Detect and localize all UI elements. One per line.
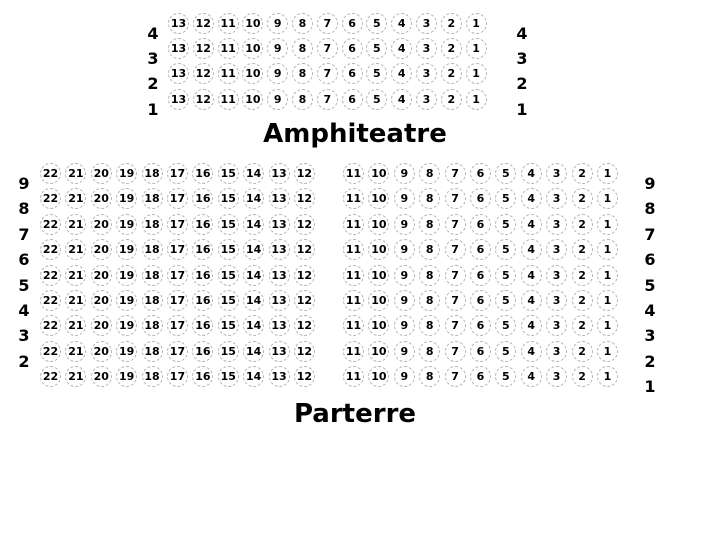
- seat-row: [40, 163, 315, 184]
- seat[interactable]: 2: [572, 214, 593, 235]
- seat[interactable]: 11: [218, 89, 239, 110]
- seat[interactable]: 10: [368, 214, 389, 235]
- seat[interactable]: 14: [243, 315, 264, 336]
- seat[interactable]: 4: [521, 239, 542, 260]
- seat-row: [40, 239, 315, 260]
- seat[interactable]: 16: [192, 265, 213, 286]
- row-label: 7: [18, 224, 30, 244]
- seat[interactable]: 21: [65, 188, 86, 209]
- seat[interactable]: 22: [40, 341, 61, 362]
- seat[interactable]: 18: [142, 239, 163, 260]
- seat[interactable]: 11: [343, 163, 364, 184]
- seat[interactable]: 10: [368, 290, 389, 311]
- seat[interactable]: 2: [572, 366, 593, 387]
- seat[interactable]: 6: [470, 265, 491, 286]
- seat[interactable]: 1: [597, 163, 618, 184]
- seat[interactable]: 8: [292, 13, 313, 34]
- row-label: 9: [644, 174, 656, 193]
- seat[interactable]: 7: [445, 188, 466, 209]
- seat[interactable]: 10: [368, 315, 389, 336]
- seat[interactable]: 10: [368, 188, 389, 209]
- seat[interactable]: 15: [218, 265, 239, 286]
- row-label: 5: [18, 275, 30, 295]
- seat[interactable]: 11: [343, 239, 364, 260]
- seat[interactable]: 9: [394, 315, 415, 336]
- seat[interactable]: 2: [572, 163, 593, 184]
- row-label: 5: [644, 275, 656, 295]
- row-label: 7: [644, 224, 656, 244]
- seat[interactable]: 8: [419, 239, 440, 260]
- seat[interactable]: 11: [343, 188, 364, 209]
- seat[interactable]: 4: [521, 366, 542, 387]
- seat[interactable]: 19: [116, 239, 137, 260]
- seat[interactable]: 8: [292, 89, 313, 110]
- seat[interactable]: 11: [343, 290, 364, 311]
- seat[interactable]: 2: [572, 341, 593, 362]
- row-label: 4: [18, 301, 30, 320]
- seat[interactable]: 13: [168, 38, 189, 59]
- seat[interactable]: 15: [218, 290, 239, 311]
- seat[interactable]: 5: [366, 63, 387, 84]
- seat[interactable]: 3: [546, 366, 567, 387]
- seat[interactable]: 12: [294, 188, 315, 209]
- seat[interactable]: 20: [91, 366, 112, 387]
- seat[interactable]: 2: [441, 63, 462, 84]
- seat[interactable]: 17: [167, 290, 188, 311]
- seat[interactable]: 6: [470, 239, 491, 260]
- seat[interactable]: 8: [292, 63, 313, 84]
- seat[interactable]: 12: [193, 13, 214, 34]
- seat[interactable]: 11: [343, 341, 364, 362]
- seat[interactable]: 3: [416, 13, 437, 34]
- seat[interactable]: 2: [572, 290, 593, 311]
- seat[interactable]: 3: [546, 265, 567, 286]
- seat[interactable]: 10: [242, 89, 263, 110]
- seat[interactable]: 1: [597, 188, 618, 209]
- seat[interactable]: 18: [142, 188, 163, 209]
- seat[interactable]: 15: [218, 239, 239, 260]
- seat[interactable]: 4: [521, 315, 542, 336]
- seat-row: [40, 290, 315, 311]
- seat[interactable]: 1: [466, 63, 487, 84]
- seat[interactable]: 3: [546, 188, 567, 209]
- seat[interactable]: 5: [495, 265, 516, 286]
- seat[interactable]: 11: [343, 366, 364, 387]
- seat[interactable]: 13: [269, 265, 290, 286]
- seat[interactable]: 16: [192, 290, 213, 311]
- seat[interactable]: 9: [267, 63, 288, 84]
- seat[interactable]: 14: [243, 188, 264, 209]
- seat[interactable]: 13: [269, 366, 290, 387]
- seat[interactable]: 7: [317, 63, 338, 84]
- seat[interactable]: 17: [167, 366, 188, 387]
- seat[interactable]: 21: [65, 239, 86, 260]
- seat-row: [343, 239, 618, 260]
- seat[interactable]: 9: [267, 89, 288, 110]
- seat[interactable]: 8: [292, 38, 313, 59]
- seat[interactable]: 1: [597, 214, 618, 235]
- seat[interactable]: 4: [521, 265, 542, 286]
- seat[interactable]: 14: [243, 239, 264, 260]
- seat[interactable]: 4: [391, 89, 412, 110]
- seat-row: [343, 265, 618, 286]
- seat[interactable]: 22: [40, 315, 61, 336]
- seat[interactable]: 9: [394, 290, 415, 311]
- seat[interactable]: 6: [470, 341, 491, 362]
- seat[interactable]: 3: [416, 89, 437, 110]
- seat[interactable]: 19: [116, 366, 137, 387]
- seat[interactable]: 4: [521, 188, 542, 209]
- seat[interactable]: 7: [445, 290, 466, 311]
- seat[interactable]: 17: [167, 163, 188, 184]
- seat[interactable]: 5: [366, 38, 387, 59]
- seat[interactable]: 8: [419, 163, 440, 184]
- seat[interactable]: 17: [167, 315, 188, 336]
- seat-row: [40, 366, 315, 387]
- seat[interactable]: 9: [394, 188, 415, 209]
- row-label: 3: [18, 326, 30, 346]
- seat[interactable]: 11: [218, 13, 239, 34]
- seat[interactable]: 5: [495, 341, 516, 362]
- seat[interactable]: 20: [91, 290, 112, 311]
- seat[interactable]: 15: [218, 163, 239, 184]
- seat[interactable]: 18: [142, 341, 163, 362]
- seat[interactable]: 12: [294, 214, 315, 235]
- seat[interactable]: 5: [495, 163, 516, 184]
- seat[interactable]: 3: [546, 239, 567, 260]
- seat[interactable]: 5: [495, 366, 516, 387]
- seat[interactable]: 18: [142, 265, 163, 286]
- seat[interactable]: 19: [116, 341, 137, 362]
- seat[interactable]: 8: [419, 214, 440, 235]
- seat[interactable]: 7: [445, 315, 466, 336]
- seat[interactable]: 12: [193, 63, 214, 84]
- seat[interactable]: 4: [521, 290, 542, 311]
- seat-row: [168, 38, 487, 59]
- seat[interactable]: 4: [521, 214, 542, 235]
- seat[interactable]: 18: [142, 163, 163, 184]
- seat-row: [40, 188, 315, 209]
- seat[interactable]: 13: [269, 239, 290, 260]
- seat[interactable]: 5: [495, 188, 516, 209]
- seat[interactable]: 3: [546, 290, 567, 311]
- seat[interactable]: 10: [368, 366, 389, 387]
- seat[interactable]: 18: [142, 290, 163, 311]
- seat-row: [343, 341, 618, 362]
- seat[interactable]: 14: [243, 163, 264, 184]
- seat[interactable]: 16: [192, 366, 213, 387]
- seat[interactable]: 8: [419, 265, 440, 286]
- seat[interactable]: 4: [521, 341, 542, 362]
- row-label: 3: [644, 326, 656, 346]
- seat[interactable]: 1: [597, 315, 618, 336]
- seat[interactable]: 21: [65, 163, 86, 184]
- seat[interactable]: 6: [342, 63, 363, 84]
- seat-row: [343, 188, 618, 209]
- seat[interactable]: 9: [267, 13, 288, 34]
- seat[interactable]: 15: [218, 188, 239, 209]
- seat[interactable]: 3: [416, 63, 437, 84]
- seat[interactable]: 16: [192, 214, 213, 235]
- seat[interactable]: 13: [269, 290, 290, 311]
- seat-row: [168, 63, 487, 84]
- row-label: 8: [644, 199, 656, 219]
- seat[interactable]: 18: [142, 315, 163, 336]
- seat[interactable]: 2: [572, 188, 593, 209]
- seat[interactable]: 17: [167, 239, 188, 260]
- seat[interactable]: 17: [167, 188, 188, 209]
- seat[interactable]: 9: [267, 38, 288, 59]
- seat[interactable]: 1: [597, 341, 618, 362]
- seat[interactable]: 18: [142, 366, 163, 387]
- seat[interactable]: 22: [40, 265, 61, 286]
- seat[interactable]: 15: [218, 214, 239, 235]
- row-label: 3: [147, 49, 159, 69]
- seat[interactable]: 20: [91, 265, 112, 286]
- seat[interactable]: 4: [391, 63, 412, 84]
- parterre-title: Parterre: [293, 399, 417, 429]
- seat[interactable]: 7: [317, 13, 338, 34]
- seat[interactable]: 5: [495, 214, 516, 235]
- seat[interactable]: 13: [168, 13, 189, 34]
- seat[interactable]: 20: [91, 163, 112, 184]
- seat[interactable]: 1: [597, 290, 618, 311]
- seat[interactable]: 14: [243, 290, 264, 311]
- seat[interactable]: 6: [470, 163, 491, 184]
- seat[interactable]: 21: [65, 341, 86, 362]
- seat[interactable]: 15: [218, 341, 239, 362]
- seat[interactable]: 6: [342, 13, 363, 34]
- seat[interactable]: 9: [394, 265, 415, 286]
- seat[interactable]: 9: [394, 163, 415, 184]
- seat[interactable]: 6: [342, 38, 363, 59]
- seat[interactable]: 1: [466, 38, 487, 59]
- seat[interactable]: 1: [597, 265, 618, 286]
- seat[interactable]: 19: [116, 315, 137, 336]
- seat[interactable]: 12: [294, 341, 315, 362]
- seat[interactable]: 6: [470, 315, 491, 336]
- row-label: 4: [147, 24, 159, 43]
- seat[interactable]: 12: [193, 89, 214, 110]
- seat[interactable]: 7: [317, 89, 338, 110]
- seat-row: [168, 89, 487, 110]
- row-label: 2: [644, 351, 656, 371]
- seat[interactable]: 16: [192, 163, 213, 184]
- row-label: 2: [147, 74, 159, 94]
- seat[interactable]: 22: [40, 214, 61, 235]
- seat[interactable]: 14: [243, 341, 264, 362]
- seat[interactable]: 21: [65, 315, 86, 336]
- seat[interactable]: 6: [470, 366, 491, 387]
- row-label: 1: [147, 99, 159, 119]
- seat[interactable]: 9: [394, 239, 415, 260]
- row-label: 2: [18, 351, 30, 371]
- seat[interactable]: 2: [572, 239, 593, 260]
- seat[interactable]: 12: [294, 265, 315, 286]
- seat[interactable]: 3: [546, 341, 567, 362]
- seat[interactable]: 22: [40, 163, 61, 184]
- seat[interactable]: 3: [416, 38, 437, 59]
- seat-row: [343, 315, 618, 336]
- seat[interactable]: 8: [419, 290, 440, 311]
- seat[interactable]: 22: [40, 188, 61, 209]
- seat[interactable]: 7: [445, 239, 466, 260]
- seat[interactable]: 7: [445, 214, 466, 235]
- amphitheatre-title: Amphiteatre: [263, 119, 447, 149]
- seat-row: [168, 13, 487, 34]
- seat[interactable]: 22: [40, 290, 61, 311]
- seat[interactable]: 22: [40, 366, 61, 387]
- seat[interactable]: 1: [597, 239, 618, 260]
- seat-row: [343, 163, 618, 184]
- seat-row: [343, 366, 618, 387]
- seat[interactable]: 20: [91, 188, 112, 209]
- seat[interactable]: 2: [572, 265, 593, 286]
- seat[interactable]: 1: [466, 89, 487, 110]
- seat[interactable]: 19: [116, 265, 137, 286]
- seat[interactable]: 2: [441, 13, 462, 34]
- seat[interactable]: 19: [116, 163, 137, 184]
- row-label: 4: [516, 24, 528, 43]
- seat[interactable]: 2: [572, 315, 593, 336]
- seat[interactable]: 13: [269, 214, 290, 235]
- seat[interactable]: 11: [218, 38, 239, 59]
- row-label: 4: [644, 301, 656, 320]
- seat[interactable]: 19: [116, 214, 137, 235]
- seat[interactable]: 13: [269, 188, 290, 209]
- seat[interactable]: 21: [65, 214, 86, 235]
- seat[interactable]: 12: [294, 239, 315, 260]
- seat[interactable]: 20: [91, 315, 112, 336]
- seat[interactable]: 5: [495, 239, 516, 260]
- seat[interactable]: 13: [269, 341, 290, 362]
- seat[interactable]: 10: [242, 63, 263, 84]
- seat[interactable]: 2: [441, 89, 462, 110]
- seat-row: [40, 265, 315, 286]
- seat[interactable]: 20: [91, 341, 112, 362]
- seat[interactable]: 10: [368, 239, 389, 260]
- seat[interactable]: 4: [391, 38, 412, 59]
- row-label: 8: [18, 199, 30, 219]
- seat[interactable]: 9: [394, 341, 415, 362]
- seat[interactable]: 16: [192, 315, 213, 336]
- row-label: 6: [18, 250, 30, 270]
- seat[interactable]: 18: [142, 214, 163, 235]
- row-label: 6: [644, 250, 656, 270]
- seat[interactable]: 5: [366, 13, 387, 34]
- seat-row: [343, 290, 618, 311]
- seat[interactable]: 3: [546, 163, 567, 184]
- seat-row: [40, 315, 315, 336]
- seat[interactable]: 10: [368, 163, 389, 184]
- row-label: 1: [516, 99, 528, 119]
- seat[interactable]: 10: [242, 13, 263, 34]
- seat[interactable]: 6: [342, 89, 363, 110]
- seat[interactable]: 1: [597, 366, 618, 387]
- seat[interactable]: 16: [192, 239, 213, 260]
- seat[interactable]: 19: [116, 188, 137, 209]
- seat[interactable]: 15: [218, 366, 239, 387]
- seat[interactable]: 15: [218, 315, 239, 336]
- seat[interactable]: 2: [441, 38, 462, 59]
- row-label: 1: [644, 377, 656, 397]
- seat[interactable]: 6: [470, 188, 491, 209]
- seat[interactable]: 12: [193, 38, 214, 59]
- seat[interactable]: 10: [242, 38, 263, 59]
- seat[interactable]: 12: [294, 315, 315, 336]
- seat[interactable]: 11: [343, 214, 364, 235]
- seat[interactable]: 4: [521, 163, 542, 184]
- seat[interactable]: 8: [419, 341, 440, 362]
- seat[interactable]: 14: [243, 265, 264, 286]
- seat[interactable]: 7: [317, 38, 338, 59]
- seat[interactable]: 20: [91, 239, 112, 260]
- seat[interactable]: 16: [192, 188, 213, 209]
- seat[interactable]: 17: [167, 341, 188, 362]
- row-label: 9: [18, 174, 30, 193]
- seat[interactable]: 8: [419, 315, 440, 336]
- seat[interactable]: 14: [243, 214, 264, 235]
- seat-row: [40, 214, 315, 235]
- seat[interactable]: 7: [445, 265, 466, 286]
- seat-row: [40, 341, 315, 362]
- seat[interactable]: 5: [495, 290, 516, 311]
- seat[interactable]: 13: [269, 315, 290, 336]
- seat[interactable]: 9: [394, 214, 415, 235]
- seat[interactable]: 6: [470, 214, 491, 235]
- seat[interactable]: 17: [167, 265, 188, 286]
- seat[interactable]: 7: [445, 366, 466, 387]
- seat[interactable]: 3: [546, 214, 567, 235]
- seat[interactable]: 16: [192, 341, 213, 362]
- seat[interactable]: 5: [495, 315, 516, 336]
- seat[interactable]: 11: [343, 265, 364, 286]
- seat[interactable]: 1: [466, 13, 487, 34]
- seat-row: [343, 214, 618, 235]
- seat[interactable]: 9: [394, 366, 415, 387]
- seat[interactable]: 17: [167, 214, 188, 235]
- seat[interactable]: 19: [116, 290, 137, 311]
- seat[interactable]: 21: [65, 265, 86, 286]
- seat[interactable]: 11: [218, 63, 239, 84]
- seat[interactable]: 3: [546, 315, 567, 336]
- seat[interactable]: 10: [368, 265, 389, 286]
- seat[interactable]: 5: [366, 89, 387, 110]
- seat[interactable]: 12: [294, 290, 315, 311]
- seat[interactable]: 12: [294, 163, 315, 184]
- seat[interactable]: 13: [269, 163, 290, 184]
- seat[interactable]: 8: [419, 188, 440, 209]
- seat[interactable]: 4: [391, 13, 412, 34]
- seat[interactable]: 13: [168, 89, 189, 110]
- seat[interactable]: 12: [294, 366, 315, 387]
- seat[interactable]: 7: [445, 341, 466, 362]
- seat[interactable]: 21: [65, 290, 86, 311]
- row-label: 3: [516, 49, 528, 69]
- seat[interactable]: 14: [243, 366, 264, 387]
- seat[interactable]: 20: [91, 214, 112, 235]
- seat[interactable]: 6: [470, 290, 491, 311]
- seat[interactable]: 10: [368, 341, 389, 362]
- seat[interactable]: 7: [445, 163, 466, 184]
- seat[interactable]: 8: [419, 366, 440, 387]
- seat[interactable]: 22: [40, 239, 61, 260]
- seat[interactable]: 11: [343, 315, 364, 336]
- seat[interactable]: 21: [65, 366, 86, 387]
- row-label: 2: [516, 74, 528, 94]
- seat[interactable]: 13: [168, 63, 189, 84]
